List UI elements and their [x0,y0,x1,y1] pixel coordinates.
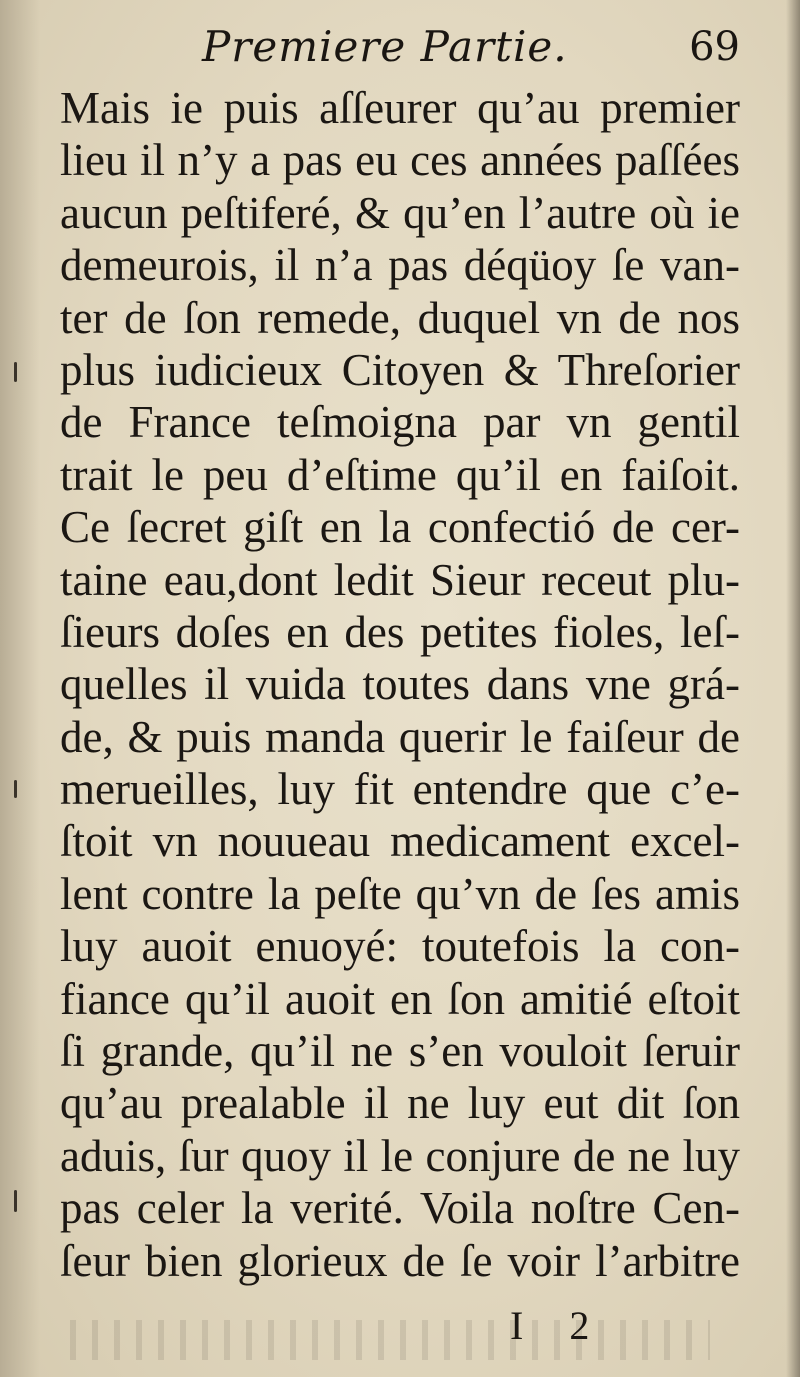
text-line: aucun peſtiferé, & qu’en l’autre où ie [60,187,740,238]
text-line: ſeur bien glorieux de ſe voir l’arbitre [60,1235,740,1286]
text-line: de France teſmoigna par vn gentil [60,397,740,448]
page-number: 69 [689,24,740,70]
text-line: ter de ſon remede, duquel vn de nos [60,292,740,343]
text-line: pas celer la verité. Voila noſtre Cen- [60,1183,740,1234]
text-line: lent contre la peſte qu’vn de ſes amis [60,868,740,919]
text-line: ſtoit vn nouueau medicament excel- [60,816,740,867]
text-line: de, & puis manda querir le faiſeur de [60,711,740,762]
text-line: qu’au prealable il ne luy eut dit ſon [60,1078,740,1129]
text-line: quelles il vuida toutes dans vne grá- [60,659,740,710]
text-line: lieu il n’y a pas eu ces années paſſées [60,135,740,186]
text-line: demeurois, il n’a pas déqüoy ſe van- [60,240,740,291]
text-line: trait le peu d’eſtime qu’il en faiſoit. [60,449,740,500]
margin-mark [14,362,17,382]
running-title: Premiere Partie. [202,22,568,71]
text-line: Ce ſecret giſt en la confectió de cer- [60,502,740,553]
text-line: merueilles, luy fit entendre que c’e- [60,764,740,815]
running-head [60,22,740,82]
bleed-through-texture [70,1320,710,1360]
text-line: plus iudicieux Citoyen & Threſorier [60,344,740,395]
gutter-shadow [0,0,40,1377]
text-line: Mais ie puis aſſeurer qu’au premier [60,83,740,133]
text-line: fiance qu’il auoit en ſon amitié eſtoit [60,973,740,1024]
body-text [60,82,740,1287]
text-line: ſi grande, qu’il ne s’en vouloit ſeruir [60,1026,740,1077]
text-line: aduis, ſur quoy il le conjure de ne luy [60,1130,740,1181]
page-edge-shadow [786,0,800,1377]
text-line: ſieurs doſes en des petites fioles, leſ- [60,606,740,657]
text-line: luy auoit enuoyé: toutefois la con- [60,921,740,972]
margin-mark [14,780,17,798]
signature-mark: I 2 [510,1303,608,1348]
margin-mark [14,1190,17,1212]
text-line: taine eau,dont ledit Sieur receut plu- [60,554,740,605]
